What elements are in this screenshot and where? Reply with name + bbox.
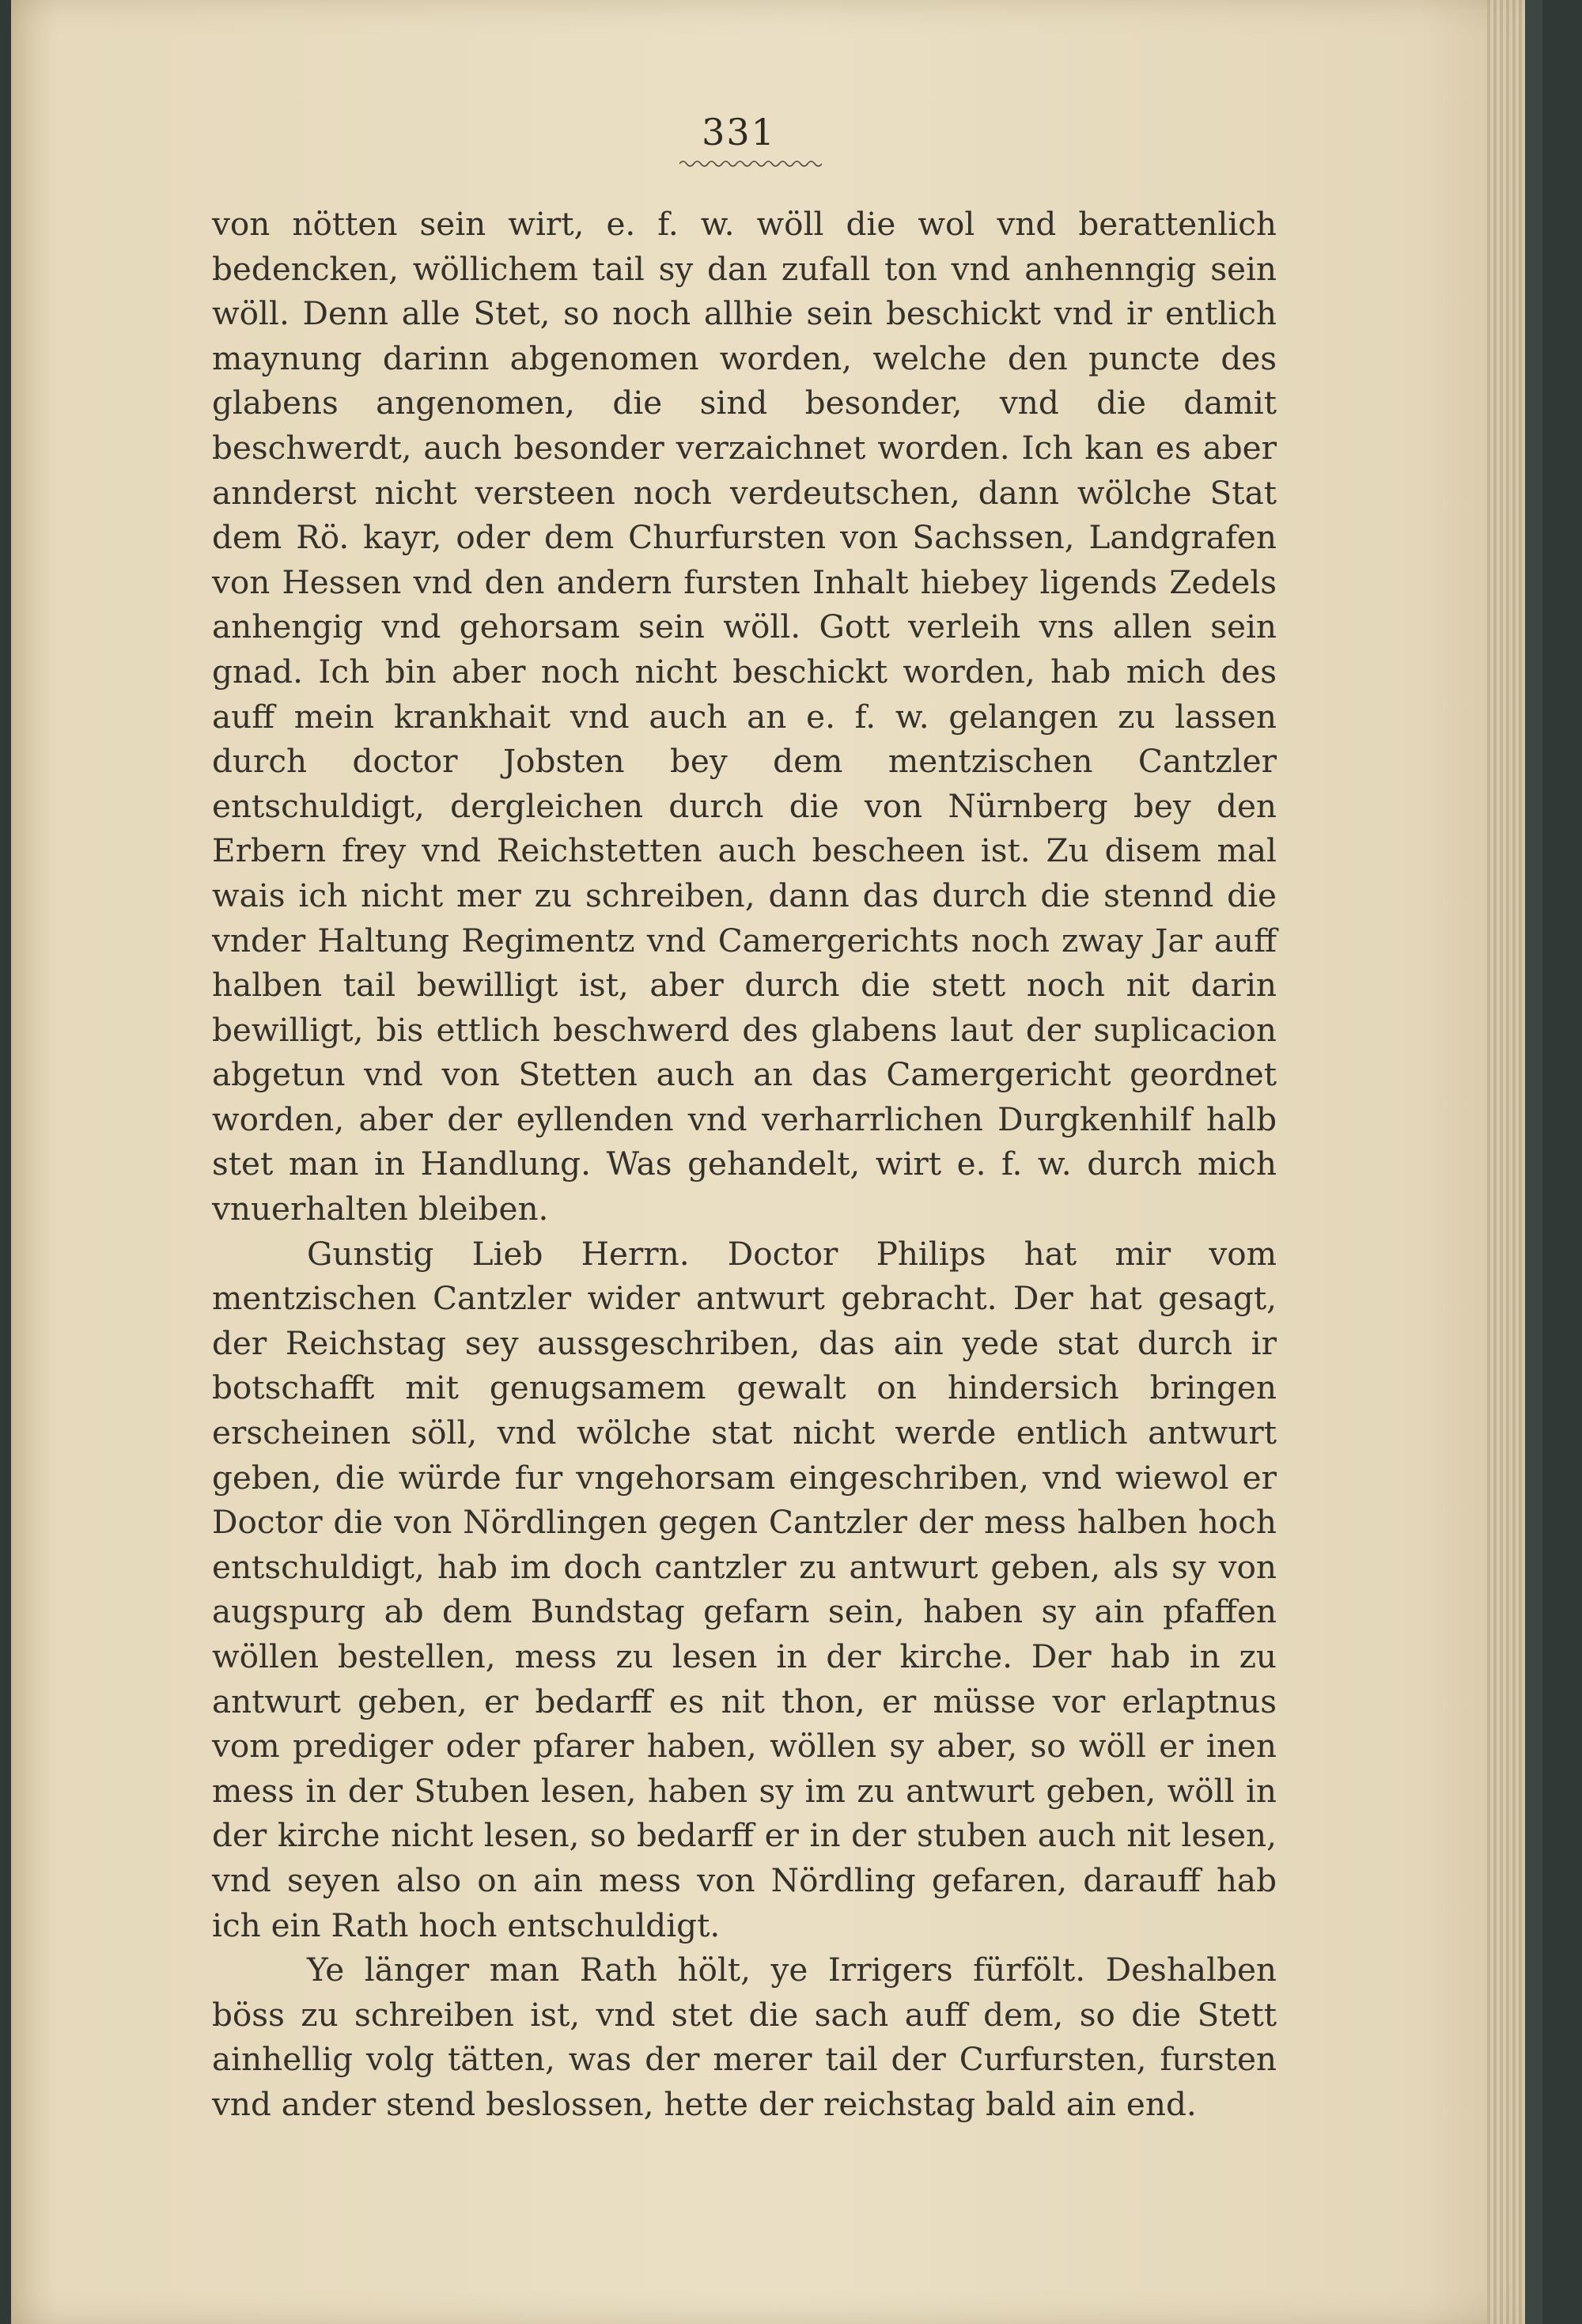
paragraph-2: Gunstig Lieb Herrn. Doctor Philips hat mir vom mentzischen Cantzler wider antwurt gebracht. Der hat gesagt, der Reichstag sey aussgeschriben, das ain yede stat durch ir botschafft mit genugsamem gewalt on hindersich bringen erscheinen söll, vnd wölche stat nicht werde entlich antwurt geben, die würde fur vngehorsam eingeschriben, vnd wiewol er Doctor die von Nördlingen gegen Cantzler der mess halben hoch entschuldigt, hab im doch cantzler zu antwurt geben, als sy von augspurg ab dem Bundstag gefarn sein, haben sy ain pfaffen wöllen bestellen, mess zu lesen in der kirche. Der hab in zu antwurt geben, er bedarff es nit thon, er müsse vor erlaptnus vom prediger oder pfarer haben, wöllen sy aber, so wöll er inen mess in der Stuben lesen, haben sy im zu antwurt geben, wöll in der kirche nicht lesen, so bedarff er in der stuben auch nit lesen, vnd seyen also on ain mess von Nördling gefaren, darauff hab ich ein Rath hoch entschuldigt. (212, 1234, 1277, 1944)
page-number-ornament (679, 158, 822, 169)
book-binding (1525, 0, 1542, 2324)
book-page (11, 0, 1542, 2324)
paragraph-1: von nötten sein wirt, e. f. w. wöll die wol vnd berattenlich bedencken, wöllichem tail sy dan zufall ton vnd anhenngig sein wöll. Denn alle Stet, so noch allhie sein beschickt vnd ir entlich maynung darinn abgenomen worden, welche den puncte des glabens angenomen, die sind besonder, vnd die damit beschwerdt, auch besonder verzaichnet worden. Ich kan es aber annderst nicht versteen noch verdeutschen, dann wölche Stat dem Rö. kayr, oder dem Churfursten von Sachssen, Landgrafen von Hessen vnd den andern fursten Inhalt hiebey ligends Zedels anhengig vnd gehorsam sein wöll. Gott verleih vns allen sein gnad. Ich bin aber noch nicht beschickt worden, hab mich des auff mein krankhait vnd auch an e. f. w. gelangen zu lassen durch doctor Jobsten bey dem mentzischen Cantzler entschuldigt, dergleichen durch die von Nürnberg bey den Erbern frey vnd Reichstetten auch bescheen ist. Zu disem mal wais ich nicht mer zu schreiben, dann das durch die stennd die vnder Haltung Regimentz vnd Camergerichts noch zway Jar auff halben tail bewilligt ist, aber durch die stett noch nit darin bewilligt, bis ettlich beschwerd des glabens laut der suplicacion abgetun vnd von Stetten auch an das Camergericht geordnet worden, aber der eyllenden vnd verharrlichen Durgkenhilf halb stet man in Handlung. Was gehandelt, wirt e. f. w. durch mich vnuerhalten bleiben. (212, 205, 1277, 1228)
page-number: 331 (702, 111, 776, 153)
paragraph-3: Ye länger man Rath hölt, ye Irrigers fürfölt. Deshalben böss zu schreiben ist, vnd stet die sach auff dem, so die Stett ainhellig volg tätten, was der merer tail der Curfursten, fursten vnd ander stend beslossen, hette der reichstag bald ain end. (212, 1951, 1277, 2123)
page-body-text (212, 202, 1277, 2127)
